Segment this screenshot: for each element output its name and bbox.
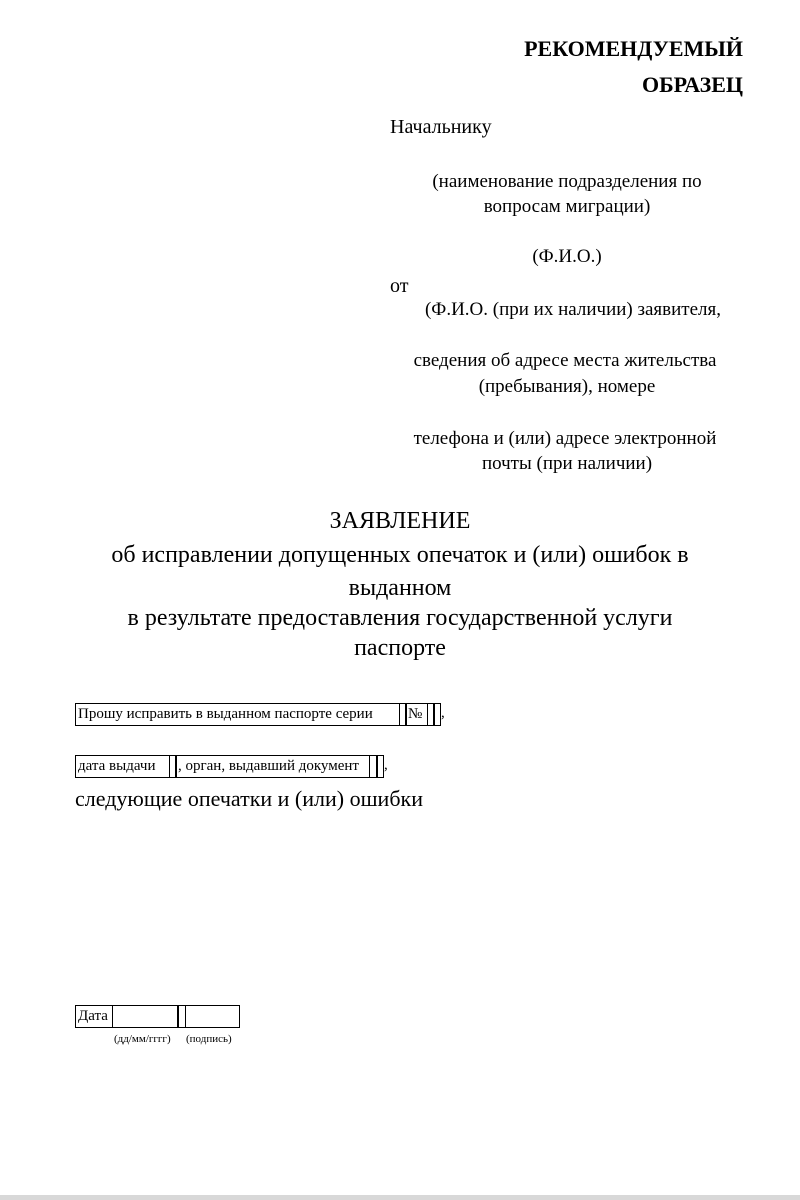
- signature-field[interactable]: [185, 1005, 240, 1028]
- number-field-2[interactable]: [433, 703, 441, 726]
- contact-hint-2: почты (при наличии): [481, 453, 653, 474]
- issuer-field-2[interactable]: [376, 755, 384, 778]
- comma: ,: [441, 705, 445, 721]
- dept-hint-1: (наименование подразделения по: [432, 171, 702, 192]
- date-hint: (дд/мм/гггг): [114, 1033, 171, 1045]
- errors-text: следующие опечатки и (или) ошибки: [75, 786, 423, 811]
- from-label: от: [390, 275, 409, 297]
- issue-date-label: дата выдачи: [75, 755, 170, 778]
- number-label: №: [405, 703, 428, 726]
- address-hint-2: (пребывания), номере: [478, 376, 656, 397]
- applicant-hint: (Ф.И.О. (при их наличии) заявителя,: [424, 299, 722, 320]
- date-field[interactable]: [112, 1005, 179, 1028]
- sample-label-line1: РЕКОМЕНДУЕМЫЙ: [524, 36, 743, 61]
- address-hint-1: сведения об адресе места жительства: [413, 350, 717, 371]
- document-title: ЗАЯВЛЕНИЕ: [329, 508, 471, 534]
- issuer-label: , орган, выдавший документ: [175, 755, 370, 778]
- title-line-2: об исправлении допущенных опечаток и (или) ошибок в: [111, 542, 689, 568]
- signature-hint: (подпись): [186, 1033, 232, 1045]
- fio-hint: (Ф.И.О.): [532, 246, 602, 267]
- issue-row: [75, 755, 388, 778]
- contact-hint-1: телефона и (или) адресе электронной: [413, 428, 717, 449]
- title-line-5: паспорте: [354, 635, 446, 661]
- passport-series-row: [75, 703, 445, 726]
- date-label: Дата: [75, 1005, 113, 1028]
- date-signature-row: [75, 1005, 240, 1028]
- title-line-3: выданном: [348, 575, 452, 601]
- title-line-4: в результате предоставления государственной услуги: [127, 605, 673, 631]
- dept-hint-2: вопросам миграции): [483, 196, 651, 217]
- passport-series-label: Прошу исправить в выданном паспорте серии: [75, 703, 400, 726]
- sample-label-line2: ОБРАЗЕЦ: [641, 72, 743, 97]
- page-bottom-border: [0, 1195, 800, 1200]
- comma: ,: [384, 757, 388, 773]
- addressee-to: Начальнику: [390, 116, 492, 138]
